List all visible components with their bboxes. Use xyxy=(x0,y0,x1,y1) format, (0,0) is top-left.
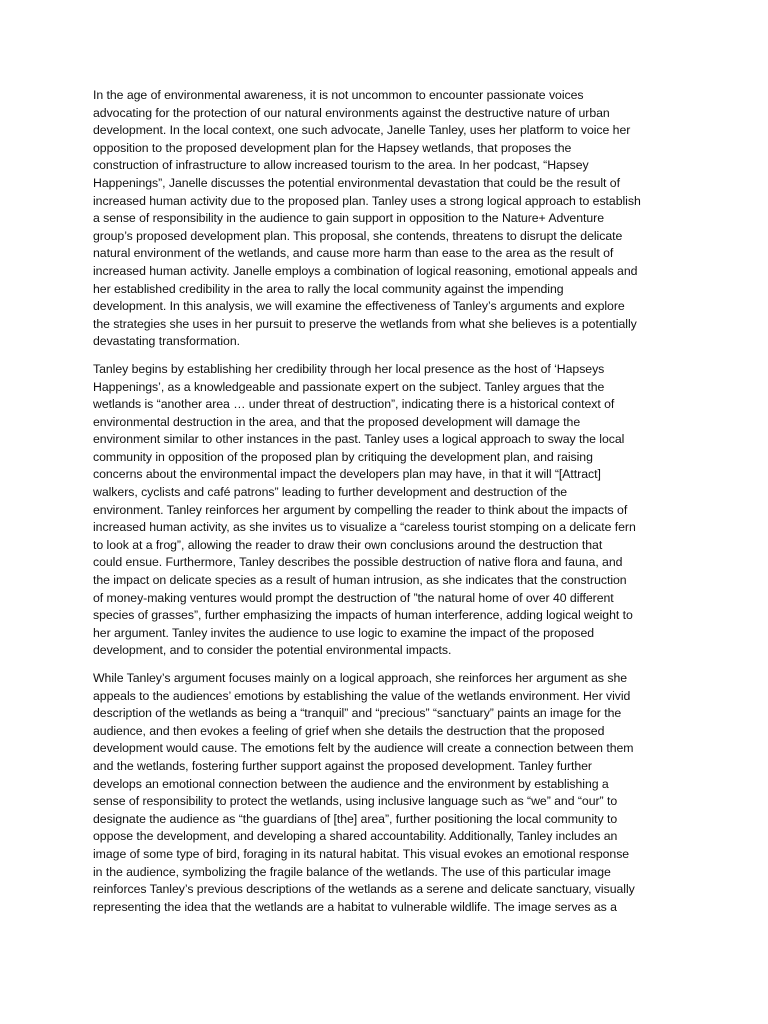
document-page xyxy=(93,87,677,926)
paragraph-emotional-appeal: While Tanley’s argument focuses mainly on a logical approach, she reinforces her argument as she appeals to the audiences’ emotions by establishing the value of the wetlands environment. Her vivid description of the wetlands as being a “tranquil” and “precious” “sanctuary” paints an image for the audience, and then evokes a feeling of grief when she details the destruction that the proposed development would cause. The emotions felt by the audience will create a connection between them and the wetlands, fostering further support against the proposed development. Tanley further develops an emotional connection between the audience and the environment by establishing a sense of responsibility to protect the wetlands, using inclusive language such as “we” and “our” to designate the audience as “the guardians of [the] area”, further positioning the local community to oppose the development, and developing a shared accountability. Additionally, Tanley includes an image of some type of bird, foraging in its natural habitat. This visual evokes an emotional response in the audience, symbolizing the fragile balance of the wetlands. The use of this particular image reinforces Tanley’s previous descriptions of the wetlands as a serene and delicate sanctuary, visually representing the idea that the wetlands are a habitat to vulnerable wildlife. The image serves as a xyxy=(93,671,635,914)
paragraph-introduction: In the age of environmental awareness, it is not uncommon to encounter passionate voices advocating for the protection of our natural environments against the destructive nature of urban development. In the local context, one such advocate, Janelle Tanley, uses her platform to voice her opposition to the proposed development plan for the Hapsey wetlands, that proposes the construction of infrastructure to allow increased tourism to the area. In her podcast, “Hapsey Happenings”, Janelle discusses the potential environmental devastation that could be the result of increased human activity due to the proposed plan. Tanley uses a strong logical approach to establish a sense of responsibility in the audience to gain support in opposition to the Nature+ Adventure group’s proposed development plan. This proposal, she contends, threatens to disrupt the delicate natural environment of the wetlands, and cause more harm than ease to the area as the result of increased human activity. Janelle employs a combination of logical reasoning, emotional appeals and her established credibility in the area to rally the local community against the impending development. In this analysis, we will examine the effectiveness of Tanley’s arguments and explore the strategies she uses in her pursuit to preserve the wetlands from what she believes is a potentially devastating transformation. xyxy=(93,88,641,349)
paragraph-credibility-logic: Tanley begins by establishing her credibility through her local presence as the host of ‘Hapseys Happenings’, as a knowledgeable and passionate expert on the subject. Tanley argues that the wetlands is “another area … under threat of destruction”, indicating there is a historical context of environmental destruction in the area, and that the proposed development will damage the environment similar to other instances in the past. Tanley uses a logical approach to sway the local community in opposition of the proposed plan by critiquing the development plan, and raising concerns about the environmental impact the developers plan may have, in that it will “[Attract] walkers, cyclists and café patrons” leading to further development and destruction of the environment. Tanley reinforces her argument by compelling the reader to think about the impacts of increased human activity, as she invites us to visualize a “careless tourist stomping on a delicate fern to look at a frog”, allowing the reader to draw their own conclusions around the destruction that could ensue. Furthermore, Tanley describes the possible destruction of native flora and fauna, and the impact on delicate species as a result of human intrusion, as she indicates that the construction of money-making ventures would prompt the destruction of ”the natural home of over 40 different species of grasses”, further emphasizing the impacts of human interference, adding logical weight to her argument. Tanley invites the audience to use logic to examine the impact of the proposed development, and to consider the potential environmental impacts. xyxy=(93,361,636,658)
